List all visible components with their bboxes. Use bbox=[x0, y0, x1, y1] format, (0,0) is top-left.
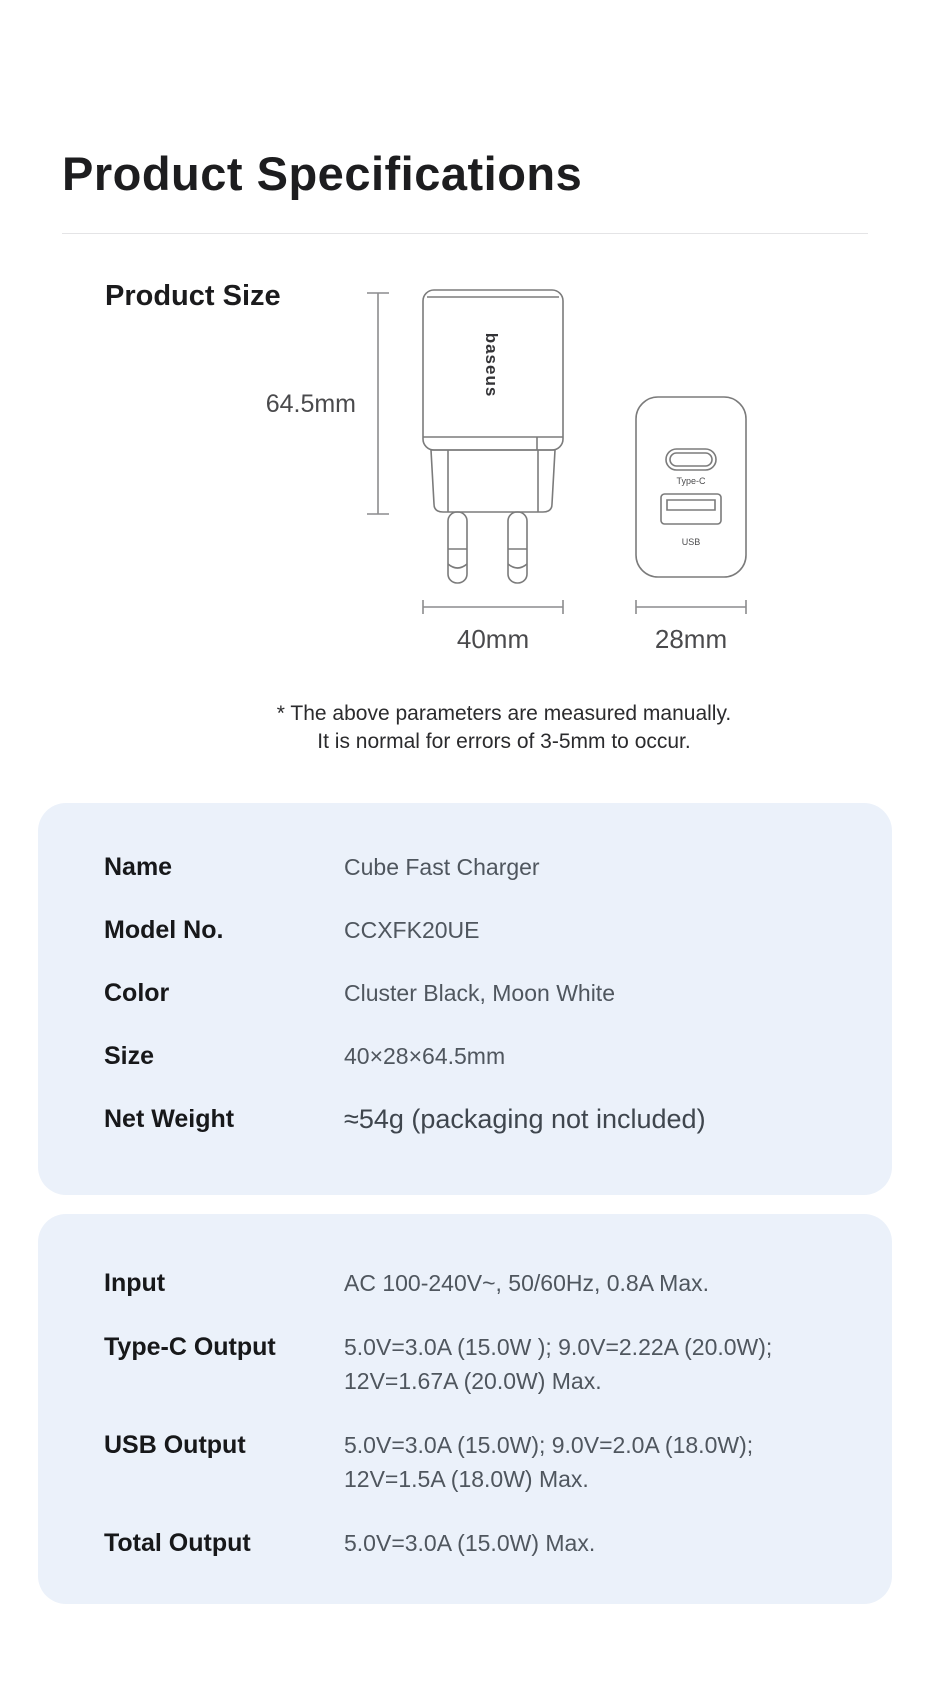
front-view-outline bbox=[636, 397, 746, 577]
usb-port-outer bbox=[661, 494, 721, 524]
measurement-note bbox=[0, 700, 930, 756]
title-divider bbox=[62, 233, 868, 234]
spec-row-size bbox=[104, 1040, 852, 1072]
spec-value: 40×28×64.5mm bbox=[344, 1043, 506, 1069]
spec-value: CCXFK20UE bbox=[344, 917, 480, 943]
spec-value-line2: 12V=1.5A (18.0W) Max. bbox=[344, 1466, 589, 1492]
usb-port-label: USB bbox=[681, 537, 701, 547]
plug-base bbox=[431, 450, 555, 512]
measurement-note-line1: * The above parameters are measured manually. bbox=[276, 702, 732, 725]
spec-label: Model No. bbox=[104, 916, 224, 944]
spec-label: Net Weight bbox=[104, 1105, 235, 1133]
baseus-logo-text: baseus bbox=[482, 332, 501, 398]
spec-row-model bbox=[104, 914, 852, 946]
spec-label: USB Output bbox=[104, 1431, 246, 1459]
page-title: Product Specifications bbox=[62, 147, 583, 200]
spec-label: Color bbox=[104, 979, 170, 1007]
plug-pin-left bbox=[448, 512, 467, 583]
spec-label: Total Output bbox=[104, 1529, 251, 1557]
pin-left-tip bbox=[448, 564, 467, 568]
width-dimension-label: 40mm bbox=[456, 624, 530, 654]
spec-row-name bbox=[104, 851, 852, 883]
spec-row-input bbox=[104, 1266, 852, 1300]
plug-pin-right bbox=[508, 512, 527, 583]
spec-value bbox=[344, 1428, 852, 1496]
depth-dimension-label: 28mm bbox=[654, 624, 728, 654]
spec-value: 5.0V=3.0A (15.0W) Max. bbox=[344, 1530, 596, 1556]
spec-row-usb-output bbox=[104, 1428, 852, 1496]
spec-value: Cube Fast Charger bbox=[344, 854, 540, 880]
spec-value-line1: 5.0V=3.0A (15.0W); 9.0V=2.0A (18.0W); bbox=[344, 1432, 754, 1458]
spec-value: Cluster Black, Moon White bbox=[344, 980, 615, 1006]
spec-value-line2: 12V=1.67A (20.0W) Max. bbox=[344, 1368, 602, 1394]
pin-right-tip bbox=[508, 564, 527, 568]
spec-row-total-output bbox=[104, 1526, 852, 1560]
charger-front-face bbox=[636, 397, 746, 577]
spec-row-weight bbox=[104, 1103, 852, 1135]
spec-label: Name bbox=[104, 853, 173, 881]
typec-port-inner bbox=[670, 453, 712, 466]
spec-row-typec-output bbox=[104, 1330, 852, 1398]
spec-value-line1: 5.0V=3.0A (15.0W ); 9.0V=2.22A (20.0W); bbox=[344, 1334, 773, 1360]
product-size-diagram bbox=[0, 250, 930, 680]
usb-port-tongue bbox=[667, 500, 715, 510]
spec-value bbox=[344, 1330, 852, 1398]
charger-line-drawing-svg bbox=[0, 250, 930, 680]
typec-port-outer bbox=[666, 449, 716, 470]
spec-label: Size bbox=[104, 1042, 155, 1070]
spec-label: Input bbox=[104, 1269, 166, 1297]
height-dimension-label: 64.5mm bbox=[265, 390, 356, 418]
product-info-card bbox=[38, 803, 892, 1195]
measurement-note-line2: It is normal for errors of 3-5mm to occur. bbox=[317, 730, 691, 753]
spec-value: ≈54g (packaging not included) bbox=[344, 1104, 706, 1134]
spec-row-color bbox=[104, 977, 852, 1009]
product-size-heading: Product Size bbox=[105, 280, 281, 312]
typec-port-label: Type-C bbox=[676, 476, 706, 486]
spec-label: Type-C Output bbox=[104, 1333, 276, 1361]
spec-value: AC 100-240V~, 50/60Hz, 0.8A Max. bbox=[344, 1270, 710, 1296]
electrical-spec-card bbox=[38, 1214, 892, 1604]
